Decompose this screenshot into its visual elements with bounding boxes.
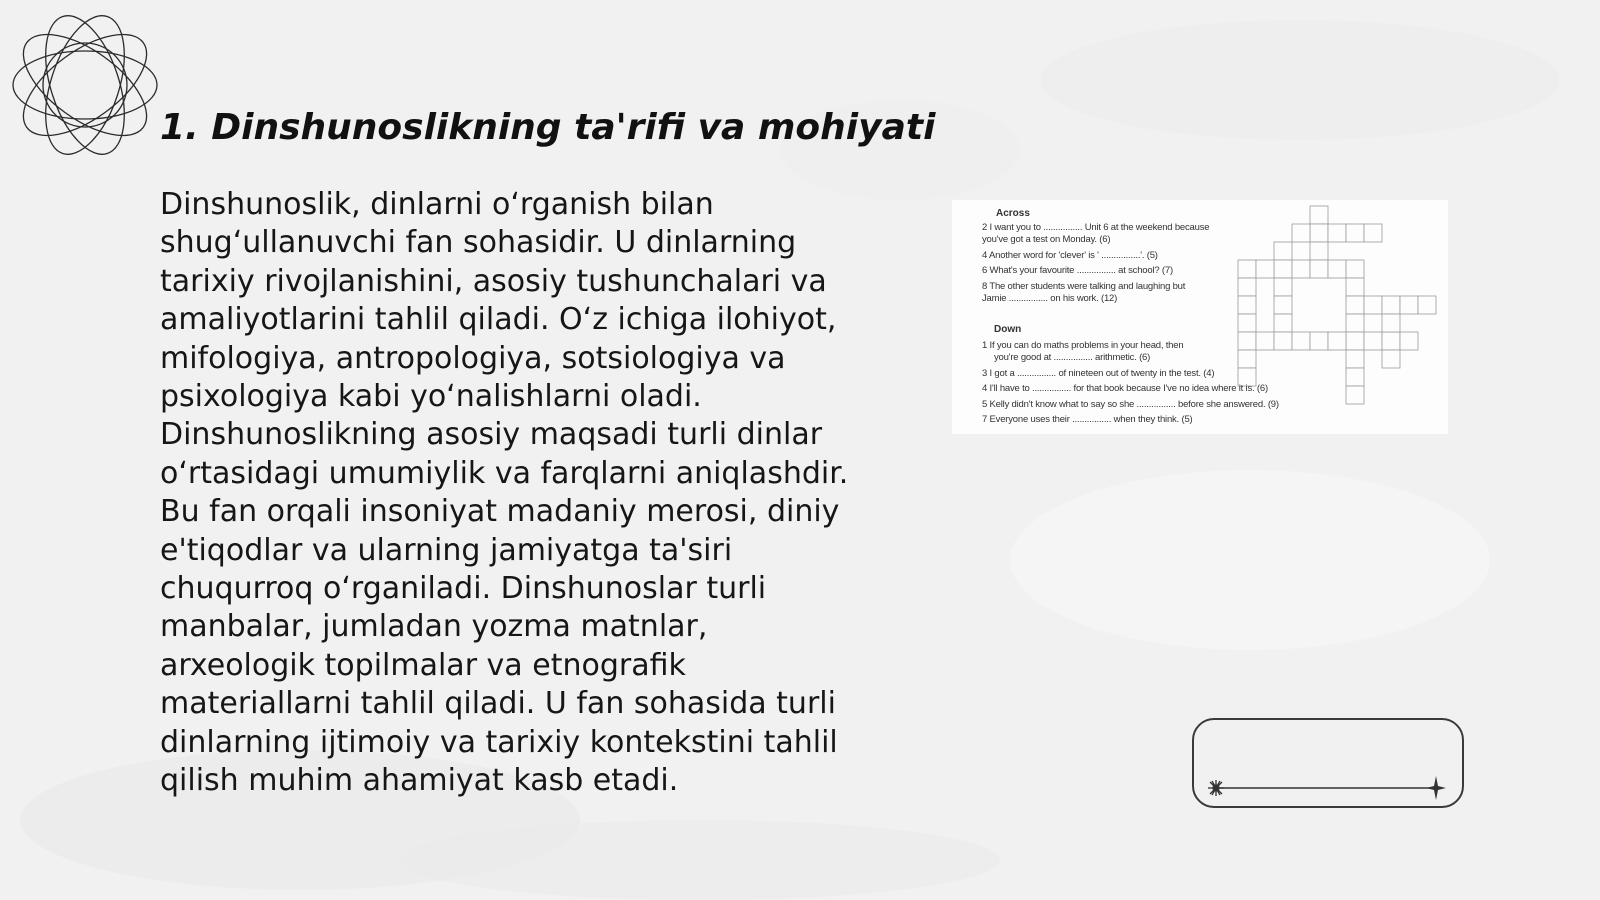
crossword-down-heading: Down [994,324,1022,335]
crossword-clue: 4 Another word for 'clever' is ' ................'. (5) [982,250,1158,261]
crossword-clue: Jamie ................ on his work. (12) [982,293,1118,304]
crossword-clue: you're good at ................ arithmetic. (6) [994,352,1151,363]
crossword-clue: 6 What's your favourite ................ at school? (7) [982,265,1173,276]
crossword-clue: 3 I got a ................ of nineteen out of twenty in the test. (4) [982,368,1215,379]
sun-burst-icon [1208,780,1224,796]
crossword-clue: 1 If you can do maths problems in your head, then [982,340,1184,351]
crossword-clue: 8 The other students were talking and laughing but [982,281,1186,292]
crossword-clue: 4 I'll have to ................ for that book because I've no idea where it is. (6) [982,383,1268,394]
timeline-line [1194,720,1462,806]
crossword-clue: 5 Kelly didn't know what to say so she ................ before she answered. (9) [982,399,1279,410]
crossword-image [952,200,1448,434]
interlocking-circles-icon [10,10,160,160]
body-paragraph: Dinshunoslik, dinlarni o‘rganish bilan shug‘ullanuvchi fan sohasidir. U dinlarning tarixiy rivojlanishini, asosiy tushunchalari va amaliyotlarini tahlil qiladi. O‘z ichiga ilohiyot, mifologiya, antropologiya, sotsiologiya va psixologiya kabi yo‘nalishlarni oladi. Dinshunoslikning asosiy maqsadi turli dinlar o‘rtasidagi umumiylik va farqlarni aniqlashdir. Bu fan orqali insoniyat madaniy merosi, diniy e'tiqodlar va ularning jamiyatga ta'siri chuqurroq o‘rganiladi. Dinshunoslar turli manbalar, jumladan yozma matnlar, arxeologik topilmalar va etnografik materiallarni tahlil qiladi. U fan sohasida turli dinlarning ijtimoiy va tarixiy kontekstini tahlil qilish muhim ahamiyat kasb etadi. [160,187,849,799]
crossword-across-heading: Across [996,208,1030,219]
crossword-clue: you've got a test on Monday. (6) [982,234,1111,245]
timeline-box [1192,718,1464,808]
slide-title: 1. Dinshunoslikning ta'rifi va mohiyati [160,107,936,148]
crossword-clue: 2 I want you to ................ Unit 6 at the weekend because [982,222,1210,233]
crossword-clue: 7 Everyone uses their ................ when they think. (5) [982,414,1193,425]
four-point-star-icon [1426,776,1446,800]
